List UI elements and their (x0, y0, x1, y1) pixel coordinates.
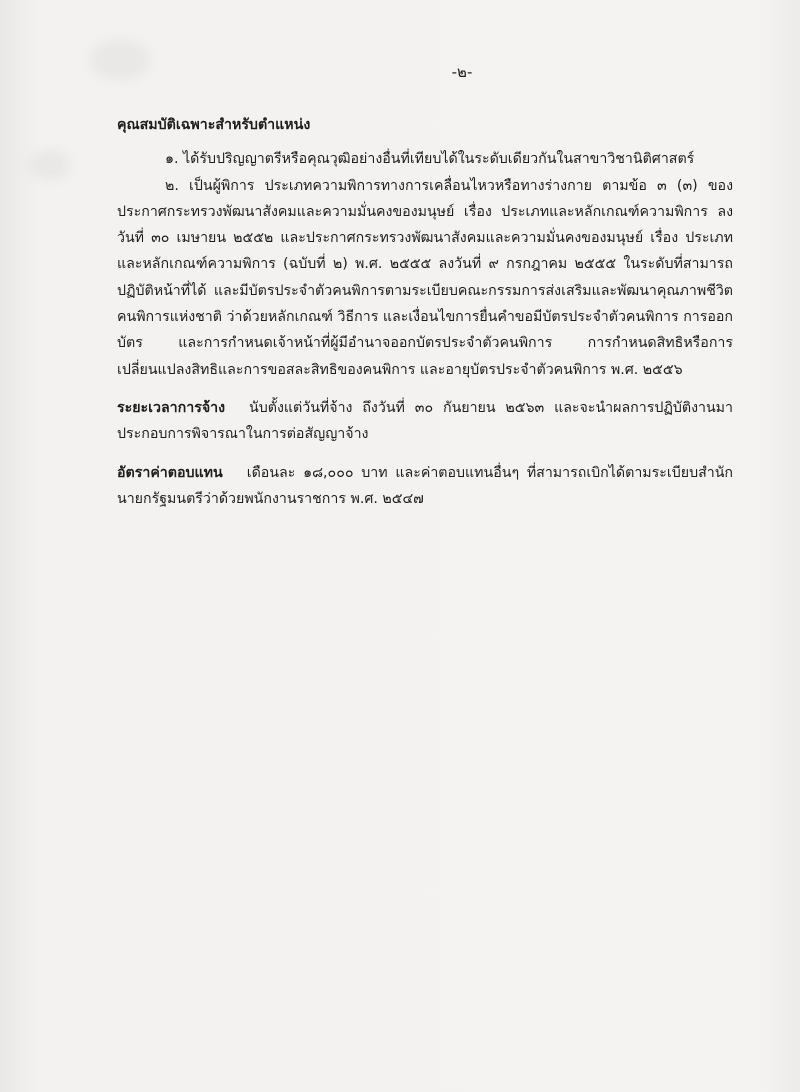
qualification-item-2: ๒. เป็นผู้พิการ ประเภทความพิการทางการเคลื่อนไหวหรือทางร่างกาย ตามข้อ ๓ (๓) ของประกาศกระทรวงพัฒนาสังคมและความมั่นคงของมนุษย์ เรื่อง ประเภทและหลักเกณฑ์ความพิการ ลงวันที่ ๓๐ เมษายน ๒๕๕๒ และประกาศกระทรวงพัฒนาสังคมและความมั่นคงของมนุษย์ เรื่อง ประเภทและหลักเกณฑ์ความพิการ (ฉบับที่ ๒) พ.ศ. ๒๕๕๕ ลงวันที่ ๙ กรกฎาคม ๒๕๕๕ ในระดับที่สามารถปฏิบัติหน้าที่ได้ และมีบัตรประจำตัวคนพิการตามระเบียบคณะกรรมการส่งเสริมและพัฒนาคุณภาพชีวิตคนพิการแห่งชาติ ว่าด้วยหลักเกณฑ์ วิธีการ และเงื่อนไขการยื่นคำขอมีบัตรประจำตัวคนพิการ การออกบัตร และการกำหนดเจ้าหน้าที่ผู้มีอำนาจออกบัตรประจำตัวคนพิการ การกำหนดสิทธิหรือการเปลี่ยนแปลงสิทธิและการขอสละสิทธิของคนพิการ และอายุบัตรประจำตัวคนพิการ พ.ศ. ๒๕๕๖ (117, 177, 733, 378)
compensation (117, 460, 733, 513)
page-number: -๒- (451, 63, 473, 81)
employment-period-text: นับตั้งแต่วันที่จ้าง ถึงวันที่ ๓๐ กันยายน ๒๕๖๓ และจะนำผลการปฏิบัติงานมาประกอบการพิจารณาในการต่อสัญญาจ้าง (117, 399, 733, 443)
document-body (117, 112, 733, 512)
employment-period (117, 395, 733, 448)
qualification-item-1: ๑. ได้รับปริญญาตรีหรือคุณวุฒิอย่างอื่นที่เทียบได้ในระดับเดียวกันในสาขาวิชานิติศาสตร์ (165, 151, 695, 168)
scan-smudge (30, 150, 70, 180)
employment-period-label: ระยะเวลาการจ้าง (117, 399, 226, 416)
section-heading: คุณสมบัติเฉพาะสำหรับตำแหน่ง (117, 117, 311, 133)
compensation-text: เดือนละ ๑๘,๐๐๐ บาท และค่าตอบแทนอื่นๆ ที่สามารถเบิกได้ตามระเบียบสำนักนายกรัฐมนตรีว่าด้วยพนักงานราชการ พ.ศ. ๒๕๔๗ (117, 464, 733, 507)
compensation-label: อัตราค่าตอบแทน (117, 464, 223, 481)
